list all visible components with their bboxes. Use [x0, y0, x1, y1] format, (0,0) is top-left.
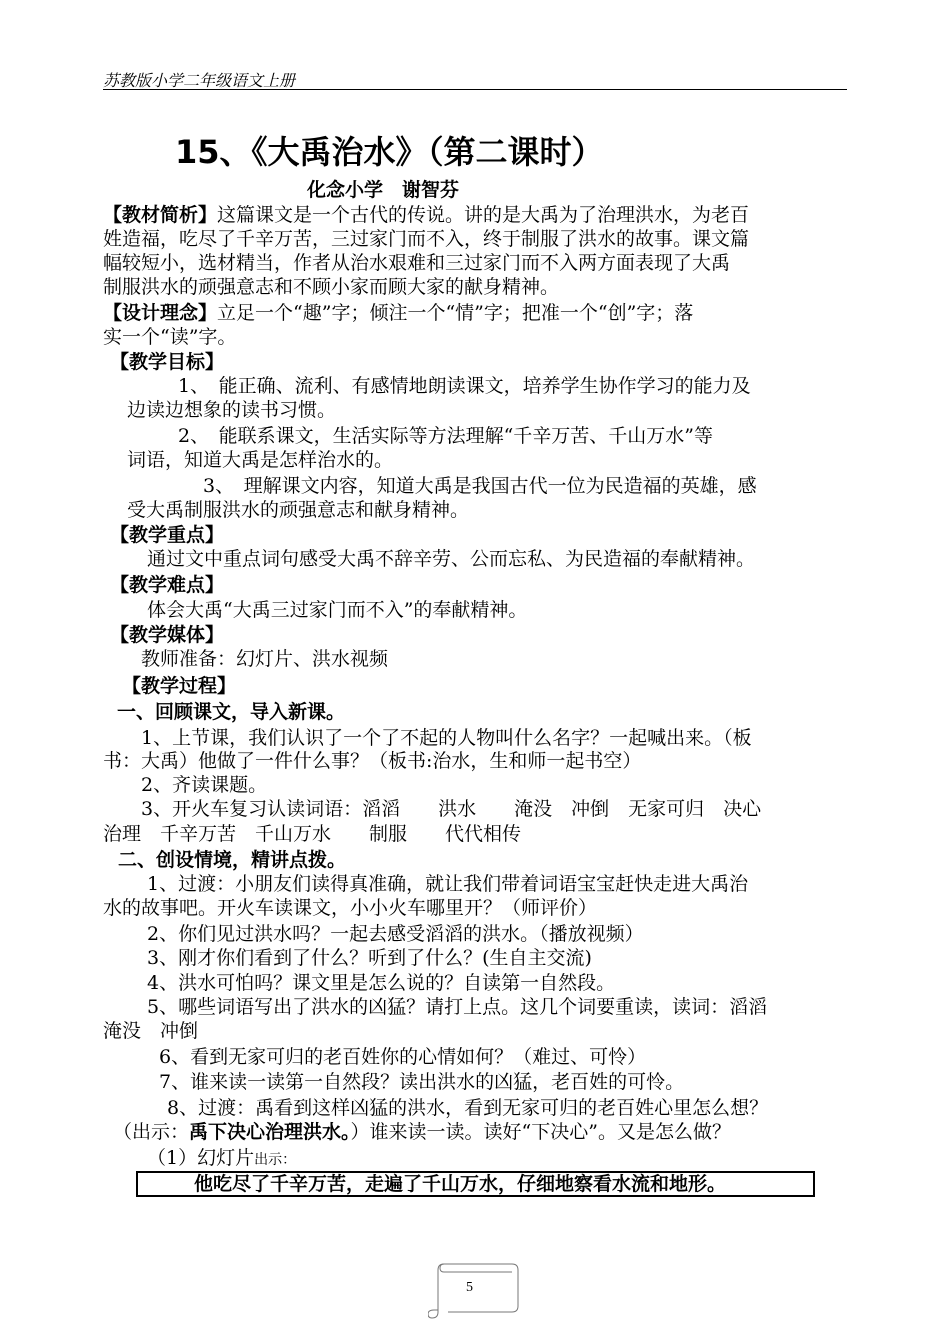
line-text: 2、齐读课题。	[141, 774, 268, 796]
text-line	[127, 498, 469, 522]
text-line	[141, 797, 761, 821]
text-line	[103, 275, 559, 299]
text-line	[110, 573, 224, 597]
page-number-scroll-icon	[428, 1262, 522, 1320]
text-line	[147, 598, 527, 622]
text-line	[159, 1045, 646, 1069]
text-line	[103, 203, 749, 227]
line-text: 3、刚才你们看到了什么？听到了什么？(生自主交流)	[147, 947, 592, 969]
line-text: 3、 理解课文内容，知道大禹是我国古代一位为民造福的英雄，感	[203, 475, 757, 497]
author-line: 化念小学 谢智芬	[307, 179, 460, 201]
text-line	[147, 872, 748, 896]
section-heading: 一、回顾课文，导入新课。	[117, 701, 346, 723]
line-text: 2、你们见过洪水吗？一起去感受滔滔的洪水。（播放视频）	[147, 923, 644, 945]
text-line	[103, 251, 730, 275]
text-line	[147, 971, 615, 995]
line-text: 1、 能正确、流利、有感情地朗读课文，培养学生协作学习的能力及	[178, 375, 751, 397]
text-line	[147, 995, 767, 1019]
section-heading: 【教材简析】	[103, 204, 218, 226]
line-text: （出示：	[113, 1121, 190, 1143]
line-text: 词语，知道大禹是怎样治水的。	[127, 449, 394, 471]
line-text: 8、过渡：禹看到这样凶猛的洪水，看到无家可归的老百姓心里怎么想？	[167, 1097, 769, 1119]
line-text: 体会大禹“大禹三过家门而不入”的奉献精神。	[147, 599, 528, 621]
text-line	[203, 474, 757, 498]
line-text: 3、开火车复习认读词语：滔滔 洪水 淹没 冲倒 无家可归 决心	[141, 798, 762, 820]
section-heading: 【教学目标】	[110, 351, 225, 373]
text-line	[103, 301, 693, 325]
line-text: 实一个“读”字。	[103, 326, 237, 348]
line-text: 4、洪水可怕吗？课文里是怎么说的？自读第一自然段。	[147, 972, 616, 994]
text-line	[167, 1096, 768, 1120]
line-text: 6、看到无家可归的老百姓你的心情如何？（难过、可怜）	[159, 1046, 647, 1068]
text-line	[103, 896, 597, 920]
text-line	[122, 674, 236, 698]
text-line	[141, 773, 267, 797]
line-text: （1）幻灯片	[147, 1147, 255, 1169]
line-text: 这篇课文是一个古代的传说。讲的是大禹为了治理洪水，为老百	[217, 204, 750, 226]
text-line	[118, 848, 346, 872]
text-line	[110, 523, 224, 547]
line-text: 1、过渡：小朋友们读得真准确，就让我们带着词语宝宝赶快走进大禹治	[147, 873, 749, 895]
text-line	[103, 227, 749, 251]
line-text: 书：大禹）他做了一件什么事？（板书:治水，生和师一起书空）	[103, 750, 642, 772]
section-heading: 【教学过程】	[122, 675, 237, 697]
text-line	[147, 547, 755, 571]
text-line	[147, 1146, 296, 1172]
line-text: 立足一个“趣”字；倾注一个“情”字；把准一个“创”字；落	[217, 302, 694, 324]
section-heading: 【教学难点】	[110, 574, 225, 596]
line-text: 边读边想象的读书习惯。	[127, 399, 337, 421]
text-line	[141, 647, 388, 671]
text-line	[103, 822, 521, 846]
line-text: 治理 千辛万苦 千山万水 制服 代代相传	[103, 823, 522, 845]
line-text: 2、 能联系课文，生活实际等方法理解“千辛万苦、千山万水”等	[178, 425, 714, 447]
text-line	[110, 350, 224, 374]
text-line	[117, 700, 345, 724]
text-line	[178, 374, 751, 398]
line-text: 淹没 冲倒	[103, 1020, 199, 1042]
text-line	[110, 623, 224, 647]
small-note: 出示：	[254, 1152, 297, 1168]
text-line	[127, 398, 336, 422]
line-text: 制服洪水的顽强意志和不顾小家而顾大家的献身精神。	[103, 276, 560, 298]
section-heading: 【教学媒体】	[110, 624, 225, 646]
text-line	[127, 448, 393, 472]
line-text: ）谁来读一读。读好“下决心”。又是怎么做？	[350, 1121, 731, 1143]
line-text: 幅较短小，选材精当，作者从治水艰难和三过家门而不入两方面表现了大禹	[103, 252, 731, 274]
header-rule	[103, 89, 847, 90]
line-text: 7、谁来读一读第一自然段？读出洪水的凶猛，老百姓的可怜。	[159, 1071, 685, 1093]
text-line	[103, 749, 641, 773]
running-header: 苏教版小学二年级语文上册	[103, 71, 296, 90]
line-text: 水的故事吧。开火车读课文，小小火车哪里开？（师评价）	[103, 897, 598, 919]
line-text: 教师准备：幻灯片、洪水视频	[141, 648, 389, 670]
line-text: 通过文中重点词句感受大禹不辞辛劳、公而忘私、为民造福的奉献精神。	[147, 548, 756, 570]
line-text: 姓造福，吃尽了千辛万苦，三过家门而不入，终于制服了洪水的故事。课文篇	[103, 228, 750, 250]
section-heading: 二、创设情境，精讲点拨。	[118, 849, 347, 871]
line-text: 1、上节课，我们认识了一个了不起的人物叫什么名字？一起喊出来。（板	[141, 727, 752, 749]
slide-quote-box: 他吃尽了千辛万苦，走遍了千山万水，仔细地察看水流和地形。	[136, 1171, 815, 1197]
section-heading: 【教学重点】	[110, 524, 225, 546]
line-text: 5、哪些词语写出了洪水的凶猛？请打上点。这几个词要重读，读词：滔滔	[147, 996, 768, 1018]
text-line	[103, 1019, 198, 1043]
text-line	[103, 325, 236, 349]
line-text: 受大禹制服洪水的顽强意志和献身精神。	[127, 499, 470, 521]
page-title: 15、《大禹治水》（第二课时）	[175, 133, 604, 171]
text-line	[141, 726, 752, 750]
text-line	[147, 922, 644, 946]
page-number: 5	[466, 1280, 473, 1295]
section-heading: 【设计理念】	[103, 302, 218, 324]
text-line	[159, 1070, 684, 1094]
text-line	[113, 1120, 731, 1144]
text-line	[147, 946, 592, 970]
bold-phrase: 禹下决心治理洪水。	[189, 1121, 351, 1143]
text-line	[178, 424, 713, 448]
